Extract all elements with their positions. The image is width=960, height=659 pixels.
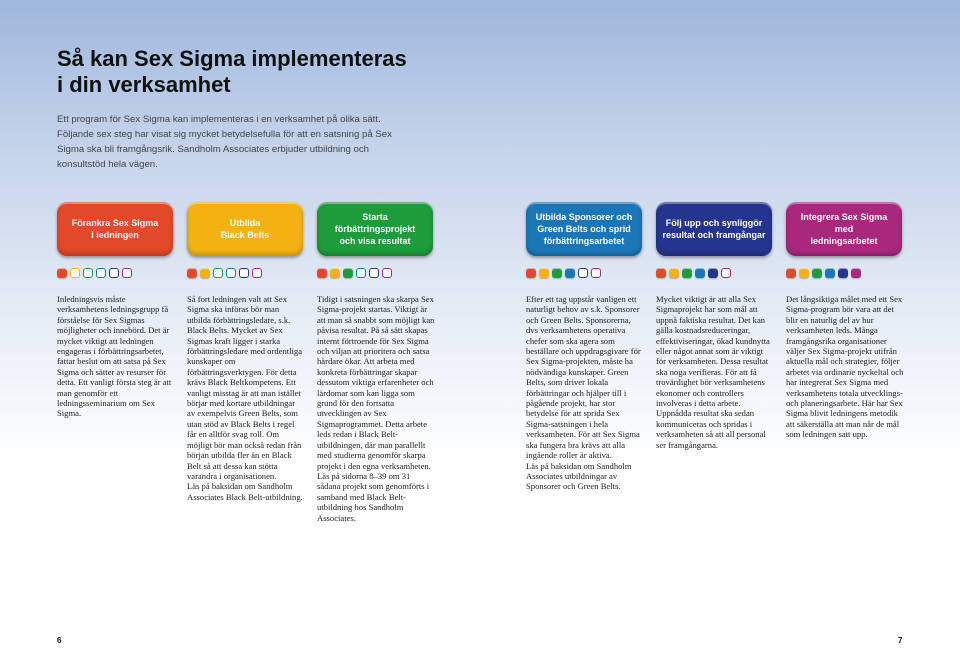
- progress-dot: [591, 268, 601, 278]
- step-4-description: Efter ett tag uppstår vanligen ett naturligt behov av s.k. Sponsorer och Green Belts. Sponsorerna, dvs verksamhetens operativa chefer som ska agera som beställare och uppdragsgivare för Sex Sigma-projekten, måste ha nödvändiga kunskaper. Green Belts, som driver lokala förbättringar och hjälper till i pågående projekt, har stor betydelse för att sprida Sex Sigma-satsningen i hela verksamheten. För att Sex Sigma ska fungera bra krävs att alla ingående roller är aktiva. Läs på baksidan om Sandholm Associates utbildningar av Sponsorer och Green Belts.: [526, 294, 641, 492]
- step-2-label: Utbilda Black Belts: [220, 218, 270, 240]
- progress-dot: [200, 268, 210, 278]
- page-number-left: 6: [57, 636, 62, 645]
- progress-dot: [122, 268, 132, 278]
- progress-dot: [382, 268, 392, 278]
- step-3-description: Tidigt i satsningen ska skarpa Sex Sigma-projekt startas. Viktigt är att man så snabbt som möjligt kan påvisa resultat. På så sätt skapas internt förtroende för Sex Sigma och viljan att prioritera och satsa hårdare ökar. Att arbeta med konkreta förbättringar skapar dessutom viktiga erfarenheter och lärdomar som kan ligga som grund för den fortsatta utvecklingen av Sex Sigmaprogrammet. Detta arbete leds redan i Black Belt-utbildningen, där man parallellt med studierna genomför skarpa projekt i den egna verksamheten. Läs på sidorna 8–39 om 31 sådana projekt som genomförts i samband med Black Belt-utbildning hos Sandholm Associates.: [317, 294, 435, 523]
- progress-dot: [252, 268, 262, 278]
- page-title: [57, 46, 477, 98]
- step-5-button: [656, 202, 772, 256]
- progress-dot: [708, 268, 718, 278]
- progress-dot: [669, 268, 679, 278]
- step-1-description: Inledningsvis måste verksamhetens ledningsgrupp få förståelse för Sex Sigmas möjligheter och innebörd. Det är mycket viktigt att ledningen engageras i förbättringsarbetet, fattar beslut om att satsa på Sex Sigma och sätter av resurser för detta. Ett vanligt första steg är att man genomför ett ledningsseminarium om Sex Sigma.: [57, 294, 172, 419]
- title-line-1: Så kan Sex Sigma implementeras: [57, 46, 407, 71]
- progress-dot: [799, 268, 809, 278]
- progress-dot: [851, 268, 861, 278]
- progress-dot: [83, 268, 93, 278]
- progress-dot: [187, 268, 197, 278]
- progress-dot: [578, 268, 588, 278]
- step-1-progress: [57, 268, 132, 278]
- step-5-label: Följ upp och synliggör resultat och framgångar: [662, 218, 766, 240]
- step-6-description: Det långsiktiga målet med ett Sex Sigma-program bör vara att det blir en naturlig del av hur verksamheten leds. Många framgångsrika organisationer väljer Sex Sigma-projekt utifrån aktuella mål och strategier, följer arbetet via ordinarie nyckeltal och har integrerat Sex Sigma med verksamhetens totala utvecklings- och planeringsarbete. Här har Sex Sigma blivit ledningens metodik att säkerställa att man når de mål som ledningen satt upp.: [786, 294, 904, 440]
- progress-dot: [656, 268, 666, 278]
- title-line-2: i din verksamhet: [57, 72, 231, 97]
- progress-dot: [226, 268, 236, 278]
- progress-dot: [682, 268, 692, 278]
- step-4-label: Utbilda Sponsorer och Green Belts och sprid förbättringsarbetet: [535, 212, 633, 246]
- progress-dot: [721, 268, 731, 278]
- progress-dot: [343, 268, 353, 278]
- progress-dot: [330, 268, 340, 278]
- progress-dot: [96, 268, 106, 278]
- progress-dot: [552, 268, 562, 278]
- progress-dot: [526, 268, 536, 278]
- step-4-progress: [526, 268, 601, 278]
- progress-dot: [213, 268, 223, 278]
- progress-dot: [239, 268, 249, 278]
- step-5-progress: [656, 268, 731, 278]
- step-3-label: Starta förbättringsprojekt och visa resultat: [334, 212, 416, 246]
- intro-paragraph: Ett program för Sex Sigma kan implementeras i en verksamhet på olika sätt. Följande sex steg har visat sig mycket betydelsefulla för att en satsning på Sex Sigma ska bli framgångsrik. Sandholm Associates erbjuder utbildning och konsultstöd hela vägen.: [57, 114, 392, 170]
- progress-dot: [356, 268, 366, 278]
- progress-dot: [109, 268, 119, 278]
- step-2-description: Så fort ledningen valt att Sex Sigma ska införas bör man utbilda förbättringsledare, s.k. Black Belts. Mycket av Sex Sigmas kraft ligger i starka förbättringsledare med ordentliga kunskaper om förbättringsverktygen. För detta krävs Black Beltkompetens. Ett vanligt misstag är att man istället börjar med kortare utbildningar av exempelvis Green Belts, som utan stöd av Black Belts i regel får en alltför svag roll. Om möjligt bör man också redan från början utbilda fler än en Black Belt så att dessa kan stötta varandra i organisationen. Läs på baksidan om Sandholm Associates Black Belt-utbildning.: [187, 294, 303, 502]
- step-3-button: [317, 202, 433, 256]
- step-6-label: Integrera Sex Sigma med ledningsarbetet: [800, 212, 888, 246]
- progress-dot: [825, 268, 835, 278]
- progress-dot: [786, 268, 796, 278]
- progress-dot: [565, 268, 575, 278]
- step-4-button: [526, 202, 642, 256]
- step-2-button: [187, 202, 303, 256]
- progress-dot: [695, 268, 705, 278]
- progress-dot: [317, 268, 327, 278]
- progress-dot: [812, 268, 822, 278]
- progress-dot: [369, 268, 379, 278]
- step-1-label: Förankra Sex Sigma i ledningen: [71, 218, 159, 240]
- step-5-description: Mycket viktigt är att alla Sex Sigmaprojekt har som mål att uppnå faktiska resultat. Det kan gälla kostnadsreduceringar, effektiviseringar, ökad kundnytta eller något annat som är viktigt för verksamheten. Dessa resultat ska noga verifieras. För att få trovärdighet bör verksamhetens ekonomer och controllers involveras i detta arbete. Uppnådda resultat ska sedan kommuniceras och spridas i verksamheten så att all personal ser framgångarna.: [656, 294, 770, 450]
- progress-dot: [57, 268, 67, 278]
- progress-dot: [838, 268, 848, 278]
- progress-dot: [539, 268, 549, 278]
- step-6-button: [786, 202, 902, 256]
- progress-dot: [70, 268, 80, 278]
- step-6-progress: [786, 268, 861, 278]
- step-3-progress: [317, 268, 392, 278]
- page-number-right: 7: [898, 636, 903, 645]
- step-2-progress: [187, 268, 262, 278]
- step-1-button: [57, 202, 173, 256]
